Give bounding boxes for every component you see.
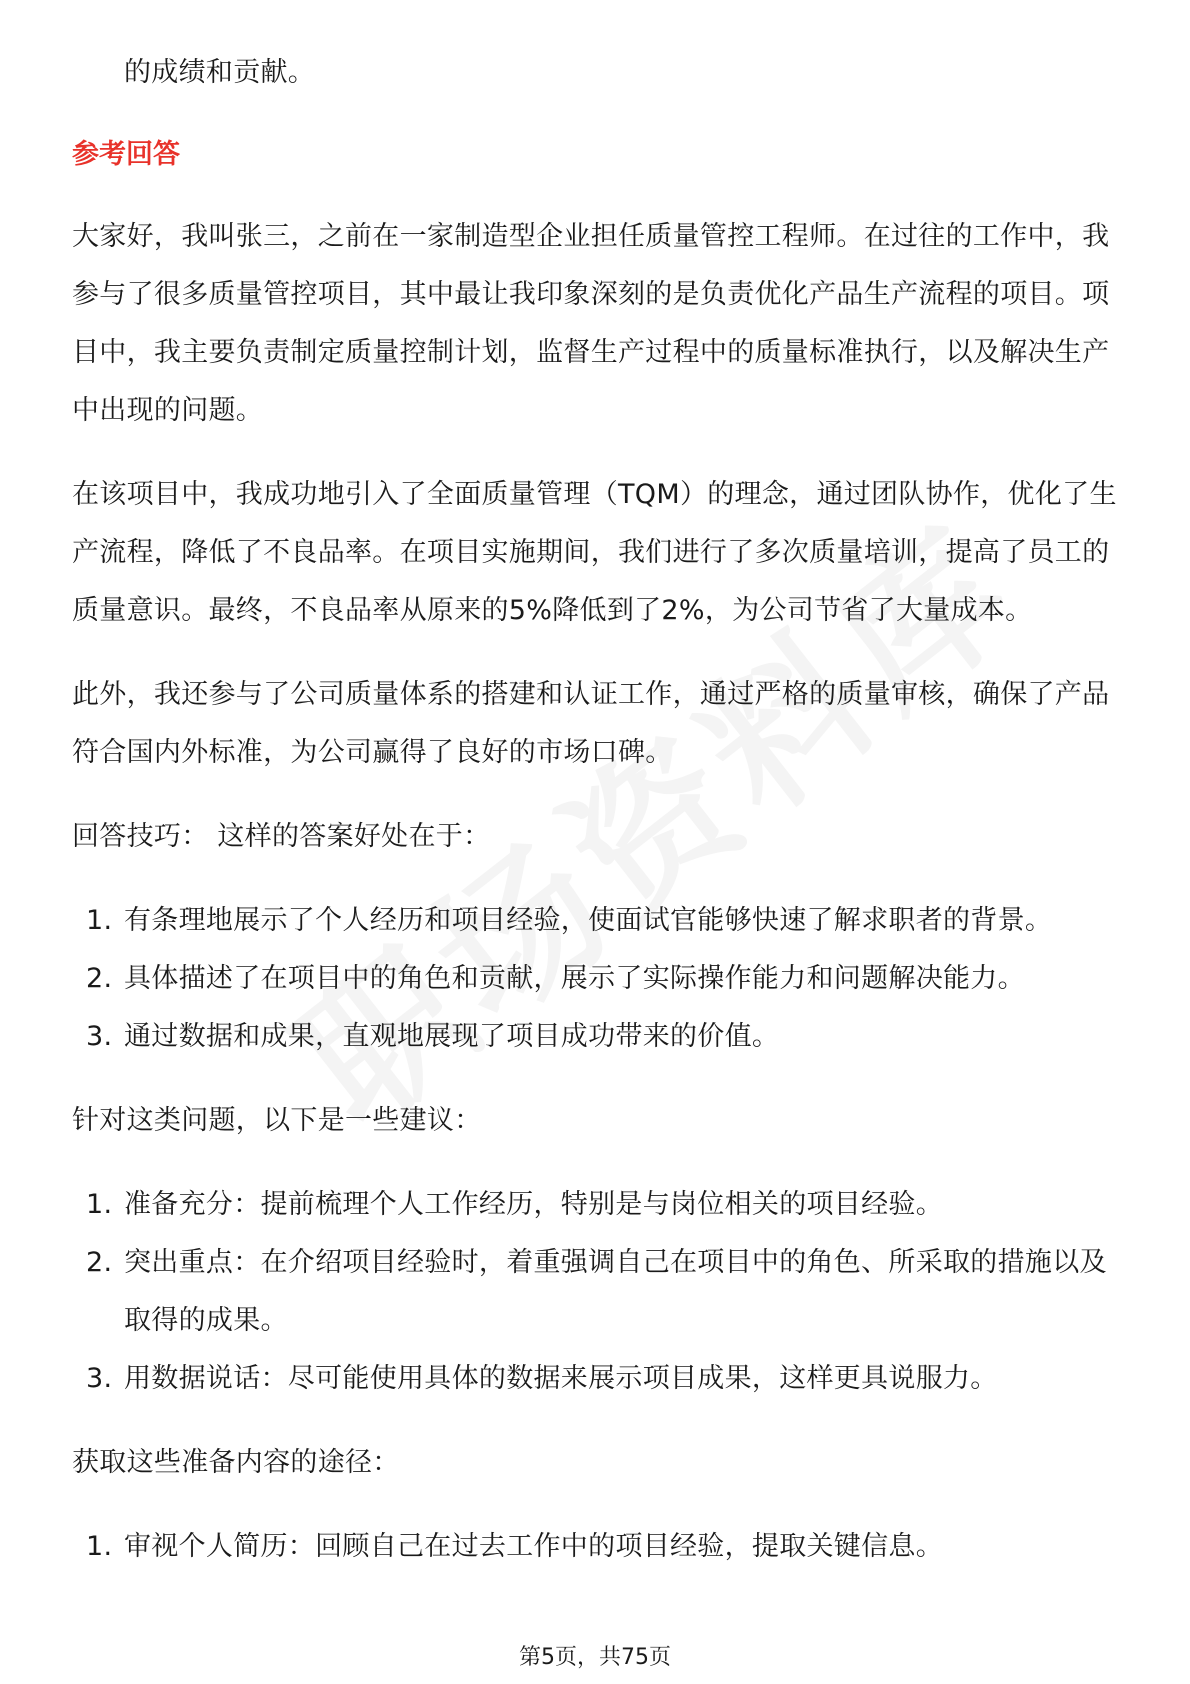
- list-item: [72, 1234, 1122, 1350]
- tips-list: [72, 892, 1122, 1066]
- list-item-text: 具体描述了在项目中的角色和贡献，展示了实际操作能力和问题解决能力。: [124, 963, 1025, 994]
- list-number: 3.: [86, 1363, 113, 1394]
- list-item-text: 准备充分：提前梳理个人工作经历，特别是与岗位相关的项目经验。: [124, 1189, 943, 1220]
- section-heading: 参考回答: [72, 139, 180, 170]
- list-item: [72, 1518, 1122, 1576]
- list-item: [72, 950, 1122, 1008]
- list-number: 2.: [86, 963, 113, 994]
- list-number: 2.: [86, 1247, 113, 1278]
- advice-list: [72, 1176, 1122, 1408]
- sources-list: [72, 1518, 1122, 1576]
- list-number: 1.: [86, 1189, 113, 1220]
- list-item-text: 用数据说话：尽可能使用具体的数据来展示项目成果，这样更具说服力。: [124, 1363, 998, 1394]
- list-item: [72, 1350, 1122, 1408]
- list-item-text: 审视个人简历：回顾自己在过去工作中的项目经验，提取关键信息。: [124, 1531, 943, 1562]
- sources-heading: 获取这些准备内容的途径：: [72, 1447, 400, 1478]
- page-content: [72, 44, 1122, 1602]
- list-number: 3.: [86, 1021, 113, 1052]
- list-item-text: 有条理地展示了个人经历和项目经验，使面试官能够快速了解求职者的背景。: [124, 905, 1053, 936]
- intro-line: 的成绩和贡献。: [124, 57, 316, 88]
- list-number: 1.: [86, 905, 113, 936]
- page-footer: 第5页，共75页: [519, 1645, 671, 1670]
- list-item: [72, 1008, 1122, 1066]
- list-item: [72, 892, 1122, 950]
- answer-paragraph-2: 在该项目中，我成功地引入了全面质量管理（TQM）的理念，通过团队协作，优化了生产流程，降低了不良品率。在项目实施期间，我们进行了多次质量培训，提高了员工的质量意识。最终，不良品率从原来的5%降低到了2%，为公司节省了大量成本。: [72, 479, 1117, 626]
- list-item: [72, 1176, 1122, 1234]
- list-number: 1.: [86, 1531, 113, 1562]
- tips-heading: 回答技巧： 这样的答案好处在于：: [72, 821, 491, 852]
- list-item-text: 通过数据和成果，直观地展现了项目成功带来的价值。: [124, 1021, 780, 1052]
- answer-paragraph-1: 大家好，我叫张三，之前在一家制造型企业担任质量管控工程师。在过往的工作中，我参与了很多质量管控项目，其中最让我印象深刻的是负责优化产品生产流程的项目。项目中，我主要负责制定质量控制计划，监督生产过程中的质量标准执行，以及解决生产中出现的问题。: [72, 221, 1110, 426]
- list-item-text: 突出重点：在介绍项目经验时，着重强调自己在项目中的角色、所采取的措施以及取得的成果。: [124, 1247, 1107, 1336]
- answer-paragraph-3: 此外，我还参与了公司质量体系的搭建和认证工作，通过严格的质量审核，确保了产品符合国内外标准，为公司赢得了良好的市场口碑。: [72, 679, 1110, 768]
- advice-heading: 针对这类问题，以下是一些建议：: [72, 1105, 482, 1136]
